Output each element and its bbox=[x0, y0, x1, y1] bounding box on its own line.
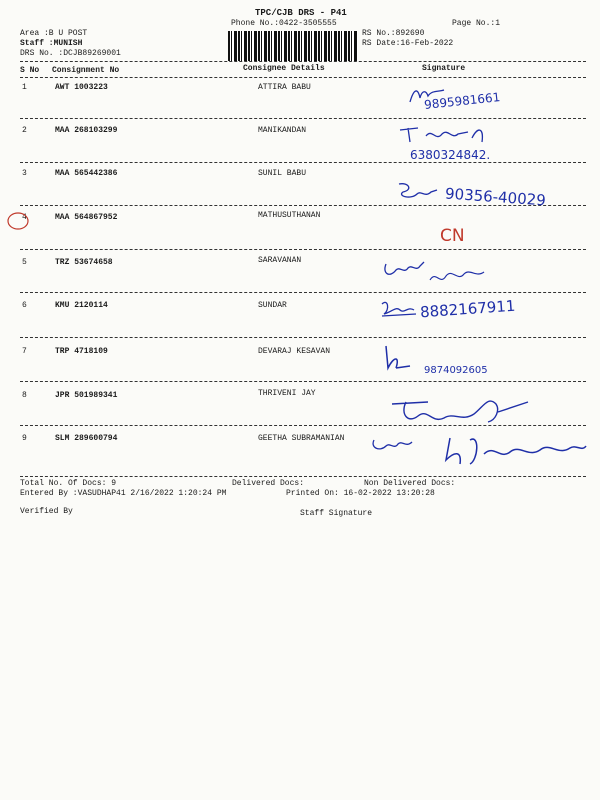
col-consignment: Consignment No bbox=[52, 66, 120, 75]
signature-phone: 9874092605 bbox=[424, 365, 488, 376]
row-sno: 3 bbox=[22, 169, 27, 178]
signature-phone: 6380324842. bbox=[410, 148, 491, 162]
row-sno: 1 bbox=[22, 83, 27, 92]
entered-by: Entered By :VASUDHAP41 2/16/2022 1:20:24 PM bbox=[20, 489, 227, 498]
printed-on: Printed On: 16-02-2022 13:20:28 bbox=[286, 489, 435, 498]
signature-scribble-icon bbox=[380, 256, 490, 290]
row-sno: 6 bbox=[22, 301, 27, 310]
row-consignee: SUNIL BABU bbox=[258, 169, 307, 178]
delivered-docs: Delivered Docs: bbox=[232, 479, 305, 488]
drs-number: DRS No. :DCJB89269001 bbox=[20, 49, 121, 58]
signature-scribble-icon bbox=[398, 124, 493, 146]
row-divider bbox=[20, 249, 586, 250]
row-consignment: TRZ 53674658 bbox=[55, 258, 113, 267]
document-title: TPC/CJB DRS - P41 bbox=[255, 8, 347, 18]
row-sno: 8 bbox=[22, 391, 27, 400]
row-consignee: SUNDAR bbox=[258, 301, 287, 310]
row-consignment: MAA 564867952 bbox=[55, 213, 118, 222]
signature-phone: 9895981661 bbox=[423, 90, 501, 112]
rs-date: RS Date:16-Feb-2022 bbox=[362, 39, 454, 48]
row-consignment: KMU 2120114 bbox=[55, 301, 108, 310]
row-divider bbox=[20, 381, 586, 382]
row-consignee: DEVARAJ KESAVAN bbox=[258, 347, 331, 356]
barcode-image bbox=[228, 31, 358, 61]
signature-phone: 8882167911 bbox=[419, 296, 516, 322]
staff-signature: Staff Signature bbox=[300, 509, 373, 518]
row-sno: 9 bbox=[22, 434, 27, 443]
row-consignee: MANIKANDAN bbox=[258, 126, 307, 135]
signature-scribble-icon bbox=[382, 344, 412, 374]
row-consignment: AWT 1003223 bbox=[55, 83, 108, 92]
row-divider bbox=[20, 476, 586, 477]
red-circle-mark-icon bbox=[5, 210, 31, 232]
row-consignment: TRP 4718109 bbox=[55, 347, 108, 356]
signature-scribble-icon bbox=[378, 296, 418, 318]
row-divider bbox=[20, 118, 586, 119]
row-divider bbox=[20, 162, 586, 163]
signature-scribble-icon bbox=[370, 430, 590, 472]
col-signature: Signature bbox=[422, 64, 466, 73]
row-divider bbox=[20, 292, 586, 293]
column-header-divider bbox=[20, 77, 586, 78]
header-divider bbox=[20, 61, 586, 62]
row-consignee: THRIVENI JAY bbox=[258, 389, 316, 398]
non-delivered-docs: Non Delivered Docs: bbox=[364, 479, 456, 488]
row-consignment: SLM 289600794 bbox=[55, 434, 118, 443]
row-consignment: JPR 501989341 bbox=[55, 391, 118, 400]
signature-phone: 90356-40029 bbox=[444, 184, 547, 210]
page-number: Page No.:1 bbox=[452, 19, 501, 28]
row-consignee: MATHUSUTHANAN bbox=[258, 211, 321, 220]
rs-number: RS No.:892690 bbox=[362, 29, 425, 38]
row-consignment: MAA 565442386 bbox=[55, 169, 118, 178]
col-sno: S No bbox=[20, 66, 40, 75]
signature-scribble-icon bbox=[388, 394, 533, 430]
total-docs: Total No. Of Docs: 9 bbox=[20, 479, 117, 488]
verified-by: Verified By bbox=[20, 507, 73, 516]
row-consignment: MAA 268103299 bbox=[55, 126, 118, 135]
row-sno: 7 bbox=[22, 347, 27, 356]
signature-initials: CN bbox=[440, 226, 465, 246]
row-consignee: GEETHA SUBRAMANIAN bbox=[258, 434, 345, 443]
row-consignee: SARAVANAN bbox=[258, 256, 302, 265]
row-sno: 2 bbox=[22, 126, 27, 135]
row-consignee: ATTIRA BABU bbox=[258, 83, 311, 92]
col-consignee: Consignee Details bbox=[243, 64, 325, 73]
staff-label: Staff :MUNISH bbox=[20, 39, 83, 48]
area-label: Area :B U POST bbox=[20, 29, 88, 38]
signature-scribble-icon bbox=[395, 180, 440, 206]
row-divider bbox=[20, 337, 586, 338]
phone-number: Phone No.:0422-3505555 bbox=[231, 19, 337, 28]
row-sno: 4 bbox=[22, 213, 27, 222]
row-sno: 5 bbox=[22, 258, 27, 267]
